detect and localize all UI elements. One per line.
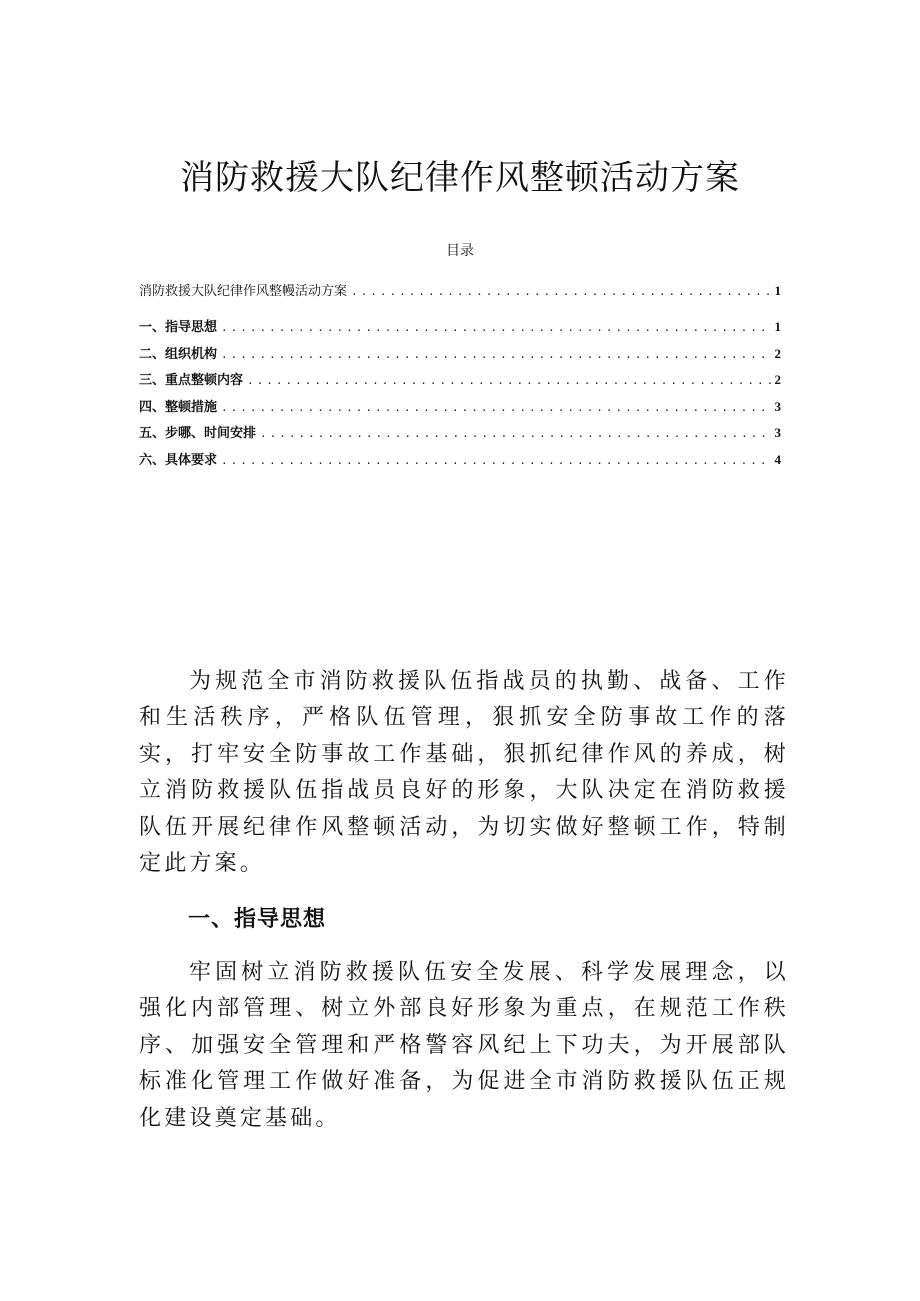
- section-heading-guiding-ideology: 一、指导思想: [188, 907, 327, 932]
- toc-entry-label: 消防救援大队纪律作风整幔活动方案: [139, 284, 348, 299]
- toc-entry-page: 1: [774, 319, 781, 334]
- toc-leader-dots: [221, 397, 770, 419]
- toc-entry-page: 1: [774, 283, 781, 298]
- toc-entry-page: 3: [774, 425, 781, 440]
- toc-entry-organization[interactable]: [139, 343, 781, 370]
- toc-leader-dots: [221, 450, 770, 472]
- toc-entry-page: 3: [774, 398, 781, 414]
- toc-entry-requirements[interactable]: [139, 449, 781, 476]
- page-title: 消防救援大队纪律作风整顿活动方案: [180, 158, 740, 198]
- intro-paragraph: 为规范全市消防救援队伍指战员的执勤、战备、工作和生活秩序，严格队伍管理，狠抓安全防事故工作的落实，打牢安全防事故工作基础，狠抓纪律作风的养成，树立消防救援队伍指战员良好的形象，大队决定在消防救援队伍开展纪律作风整顿活动，为切实做好整顿工作，特制定此方案。: [139, 669, 789, 877]
- toc-leader-dots: [247, 370, 770, 392]
- toc-entry-label: 三、重点整顿内容: [139, 373, 244, 388]
- guiding-ideology-paragraph: 牢固树立消防救援队伍安全发展、科学发展理念，以强化内部管理、树立外部良好形象为重点，在规范工作秩序、加强安全管理和严格警容风纪上下功夫，为开展部队标准化管理工作做好准备，为促进全市消防救援队伍正规化建设奠定基础。: [139, 960, 789, 1131]
- toc-entry-document-title[interactable]: [139, 280, 781, 316]
- toc-entry-label: 四、整顿措施: [139, 399, 218, 415]
- toc-entry-page: 4: [774, 451, 781, 467]
- toc-entry-measures[interactable]: [139, 396, 781, 423]
- toc-entry-label: 五、步哪、时间安排: [139, 426, 257, 441]
- toc-leader-dots: [351, 281, 770, 303]
- toc-leader-dots: [221, 317, 770, 339]
- toc-entry-label: 二、组织机构: [139, 346, 218, 362]
- toc-entry-label: 一、指导思想: [139, 320, 218, 335]
- toc-entry-page: 2: [774, 345, 781, 361]
- toc-leader-dots: [260, 423, 770, 445]
- toc-entry-schedule[interactable]: [139, 422, 781, 449]
- toc-leader-dots: [221, 344, 770, 366]
- toc-entry-guiding-ideology[interactable]: [139, 316, 781, 343]
- table-of-contents: [139, 280, 781, 475]
- toc-heading: 目录: [446, 243, 474, 259]
- toc-entry-page: 2: [774, 372, 781, 387]
- toc-entry-key-content[interactable]: [139, 369, 781, 396]
- toc-entry-label: 六、具体要求: [139, 452, 218, 468]
